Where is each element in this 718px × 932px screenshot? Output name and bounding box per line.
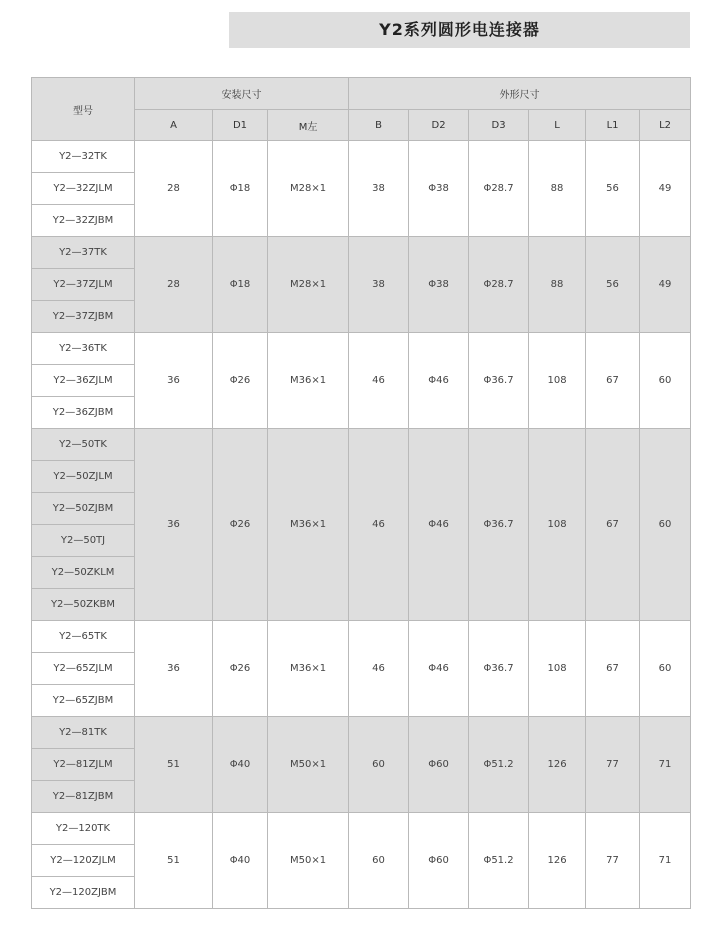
value-cell-b: 46 xyxy=(349,429,409,621)
value-cell-l2: 71 xyxy=(640,717,691,813)
model-group xyxy=(32,717,691,813)
value-cell-l2: 60 xyxy=(640,333,691,429)
value-cell-m: M28×1 xyxy=(268,141,349,237)
value-cell-l1: 77 xyxy=(586,717,640,813)
value-cell-m: M36×1 xyxy=(268,333,349,429)
value-cell-l2: 60 xyxy=(640,621,691,717)
value-cell-a: 51 xyxy=(135,717,213,813)
value-cell-d3: Φ36.7 xyxy=(469,333,529,429)
value-cell-d1: Φ26 xyxy=(213,333,268,429)
value-cell-d1: Φ18 xyxy=(213,141,268,237)
value-cell-a: 51 xyxy=(135,813,213,909)
value-cell-a: 36 xyxy=(135,333,213,429)
value-cell-l2: 49 xyxy=(640,141,691,237)
value-cell-a: 28 xyxy=(135,237,213,333)
value-cell-m: M50×1 xyxy=(268,717,349,813)
value-cell-d2: Φ46 xyxy=(409,429,469,621)
model-cell: Y2—65TK xyxy=(32,621,135,653)
value-cell-l1: 77 xyxy=(586,813,640,909)
header-col-m: M左 xyxy=(268,110,349,141)
table-row xyxy=(32,429,691,461)
value-cell-b: 46 xyxy=(349,333,409,429)
header-col-b: B xyxy=(349,110,409,141)
value-cell-d3: Φ51.2 xyxy=(469,717,529,813)
value-cell-d1: Φ26 xyxy=(213,429,268,621)
spec-table xyxy=(31,77,691,909)
value-cell-a: 36 xyxy=(135,429,213,621)
model-cell: Y2—37ZJBM xyxy=(32,301,135,333)
value-cell-d3: Φ51.2 xyxy=(469,813,529,909)
model-group xyxy=(32,621,691,717)
value-cell-d2: Φ46 xyxy=(409,333,469,429)
header-col-l2: L2 xyxy=(640,110,691,141)
value-cell-d2: Φ60 xyxy=(409,813,469,909)
model-cell: Y2—65ZJBM xyxy=(32,685,135,717)
value-cell-d3: Φ36.7 xyxy=(469,429,529,621)
model-cell: Y2—36ZJLM xyxy=(32,365,135,397)
model-cell: Y2—120ZJLM xyxy=(32,845,135,877)
model-cell: Y2—120ZJBM xyxy=(32,877,135,909)
model-cell: Y2—50ZKBM xyxy=(32,589,135,621)
model-cell: Y2—32TK xyxy=(32,141,135,173)
header-col-d3: D3 xyxy=(469,110,529,141)
model-group xyxy=(32,141,691,237)
model-cell: Y2—37ZJLM xyxy=(32,269,135,301)
value-cell-l: 108 xyxy=(529,429,586,621)
value-cell-d3: Φ36.7 xyxy=(469,621,529,717)
value-cell-d3: Φ28.7 xyxy=(469,237,529,333)
value-cell-d2: Φ38 xyxy=(409,237,469,333)
value-cell-d1: Φ40 xyxy=(213,717,268,813)
model-cell: Y2—32ZJLM xyxy=(32,173,135,205)
model-cell: Y2—32ZJBM xyxy=(32,205,135,237)
value-cell-a: 36 xyxy=(135,621,213,717)
table-row xyxy=(32,621,691,653)
value-cell-l1: 67 xyxy=(586,429,640,621)
value-cell-l1: 67 xyxy=(586,621,640,717)
model-cell: Y2—36TK xyxy=(32,333,135,365)
model-cell: Y2—120TK xyxy=(32,813,135,845)
value-cell-b: 46 xyxy=(349,621,409,717)
table-row xyxy=(32,717,691,749)
value-cell-l1: 56 xyxy=(586,141,640,237)
model-cell: Y2—65ZJLM xyxy=(32,653,135,685)
value-cell-m: M36×1 xyxy=(268,621,349,717)
value-cell-d2: Φ46 xyxy=(409,621,469,717)
value-cell-m: M28×1 xyxy=(268,237,349,333)
value-cell-m: M50×1 xyxy=(268,813,349,909)
header-install-group: 安装尺寸 xyxy=(135,78,349,110)
header-col-a: A xyxy=(135,110,213,141)
value-cell-l2: 60 xyxy=(640,429,691,621)
header-col-d2: D2 xyxy=(409,110,469,141)
model-cell: Y2—50ZJLM xyxy=(32,461,135,493)
model-group xyxy=(32,429,691,621)
value-cell-b: 38 xyxy=(349,141,409,237)
value-cell-l: 108 xyxy=(529,333,586,429)
model-cell: Y2—50ZKLM xyxy=(32,557,135,589)
value-cell-l1: 56 xyxy=(586,237,640,333)
model-cell: Y2—81TK xyxy=(32,717,135,749)
table-row xyxy=(32,141,691,173)
model-cell: Y2—50TJ xyxy=(32,525,135,557)
model-group xyxy=(32,813,691,909)
table-row xyxy=(32,813,691,845)
value-cell-b: 60 xyxy=(349,717,409,813)
value-cell-l: 88 xyxy=(529,141,586,237)
model-cell: Y2—50ZJBM xyxy=(32,493,135,525)
header-col-d1: D1 xyxy=(213,110,268,141)
value-cell-d2: Φ38 xyxy=(409,141,469,237)
model-cell: Y2—81ZJLM xyxy=(32,749,135,781)
table-row xyxy=(32,333,691,365)
header-col-l: L xyxy=(529,110,586,141)
value-cell-l: 126 xyxy=(529,717,586,813)
header-model: 型号 xyxy=(32,78,135,141)
value-cell-d3: Φ28.7 xyxy=(469,141,529,237)
value-cell-d1: Φ18 xyxy=(213,237,268,333)
model-cell: Y2—81ZJBM xyxy=(32,781,135,813)
value-cell-l: 88 xyxy=(529,237,586,333)
value-cell-l: 126 xyxy=(529,813,586,909)
model-cell: Y2—37TK xyxy=(32,237,135,269)
model-group xyxy=(32,237,691,333)
value-cell-d2: Φ60 xyxy=(409,717,469,813)
table-row xyxy=(32,237,691,269)
value-cell-a: 28 xyxy=(135,141,213,237)
model-group xyxy=(32,333,691,429)
value-cell-b: 60 xyxy=(349,813,409,909)
value-cell-d1: Φ40 xyxy=(213,813,268,909)
header-outline-group: 外形尺寸 xyxy=(349,78,691,110)
value-cell-l2: 49 xyxy=(640,237,691,333)
title-bar xyxy=(229,12,690,48)
model-cell: Y2—50TK xyxy=(32,429,135,461)
value-cell-d1: Φ26 xyxy=(213,621,268,717)
value-cell-b: 38 xyxy=(349,237,409,333)
value-cell-l1: 67 xyxy=(586,333,640,429)
value-cell-m: M36×1 xyxy=(268,429,349,621)
value-cell-l: 108 xyxy=(529,621,586,717)
header-col-l1: L1 xyxy=(586,110,640,141)
page-title: Y2系列圆形电连接器 xyxy=(379,20,540,39)
value-cell-l2: 71 xyxy=(640,813,691,909)
model-cell: Y2—36ZJBM xyxy=(32,397,135,429)
